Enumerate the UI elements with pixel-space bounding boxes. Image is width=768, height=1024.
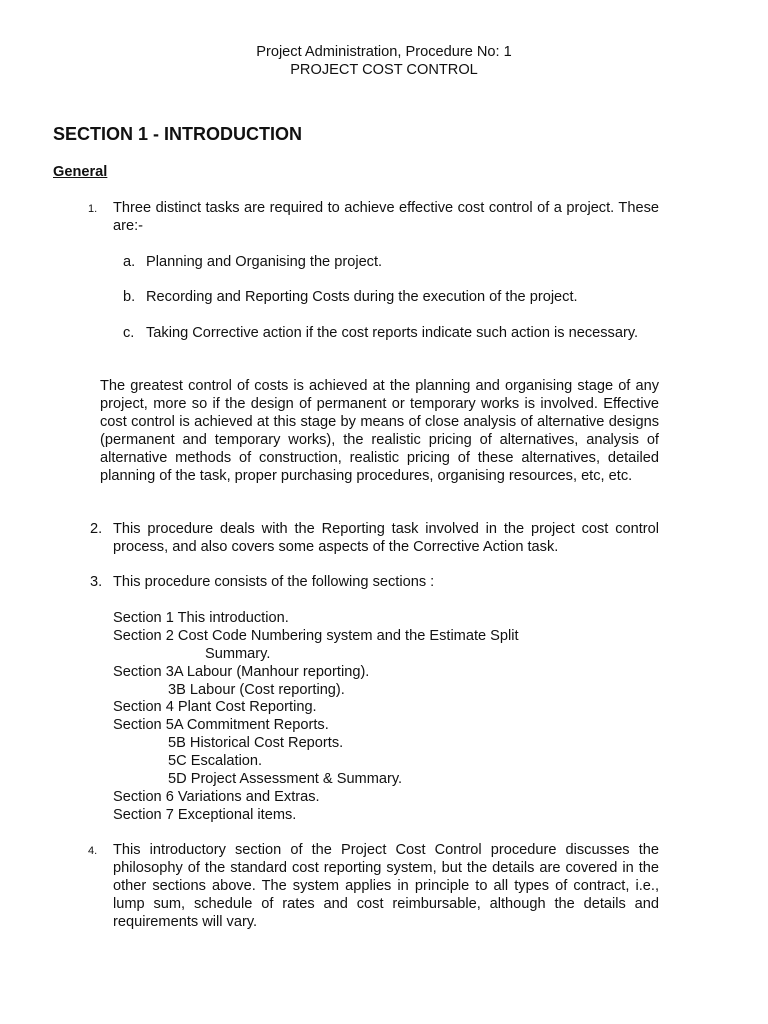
- item-1-number: 1.: [88, 203, 98, 215]
- subitem-b-text: Recording and Reporting Costs during the execution of the project.: [146, 289, 578, 305]
- item-4-number: 4.: [88, 845, 98, 857]
- subitem-a-text: Planning and Organising the project.: [146, 254, 383, 270]
- item-3-text: This procedure consists of the following sections :: [113, 574, 435, 590]
- general-heading: General: [53, 164, 108, 180]
- subitem-c-text: Taking Corrective action if the cost reports indicate such action is necessary.: [146, 325, 639, 341]
- header-title-line: PROJECT COST CONTROL: [290, 62, 478, 78]
- section-list-line: Section 3A Labour (Manhour reporting).: [113, 664, 370, 680]
- section-list-line: Section 4 Plant Cost Reporting.: [113, 699, 317, 715]
- item-4-text: This introductory section of the Project Cost Control procedure discusses the philosophy of the standard cost reporting system, but the details are covered in the other sections above. The system applies in principle to all types of contract, i.e., lump sum, schedule of rates and cost reimbursable, although the details and requirements will vary.: [113, 842, 659, 930]
- subitem-a-letter: a.: [123, 254, 136, 270]
- header-procedure-line: Project Administration, Procedure No: 1: [256, 44, 512, 60]
- section-list-line: 5D Project Assessment & Summary.: [168, 771, 403, 787]
- cost-control-paragraph: The greatest control of costs is achieved at the planning and organising stage of any project, more so if the design of permanent or temporary works is involved. Effective cost control is achieved at this stage by means of close analysis of alternative designs (permanent and temporary works), the realistic pricing of alternatives, analysis of alternative methods of construction, realistic pricing of these alternatives, detailed planning of the task, proper purchasing procedures, organising resources, etc, etc.: [100, 378, 659, 484]
- section-list-line: 5B Historical Cost Reports.: [168, 735, 344, 751]
- section-list-line: Section 5A Commitment Reports.: [113, 717, 329, 733]
- section-list-line: Section 1 This introduction.: [113, 610, 289, 626]
- item-1-text: Three distinct tasks are required to achieve effective cost control of a project. These are:-: [113, 200, 659, 234]
- section-list-line: Section 6 Variations and Extras.: [113, 789, 320, 805]
- item-2-number: 2.: [90, 521, 103, 537]
- item-3-number: 3.: [90, 574, 103, 590]
- section-list-line: Section 7 Exceptional items.: [113, 807, 297, 823]
- section-list-line: Summary.: [205, 646, 271, 662]
- section-list-line: Section 2 Cost Code Numbering system and the Estimate Split: [113, 628, 519, 644]
- section-title: SECTION 1 - INTRODUCTION: [53, 124, 303, 144]
- section-list-line: 5C Escalation.: [168, 753, 263, 769]
- subitem-c-letter: c.: [123, 325, 135, 341]
- section-list-line: 3B Labour (Cost reporting).: [168, 682, 345, 698]
- subitem-b-letter: b.: [123, 289, 136, 305]
- item-2-text: This procedure deals with the Reporting task involved in the project cost control process, and also covers some aspects of the Corrective Action task.: [113, 521, 659, 555]
